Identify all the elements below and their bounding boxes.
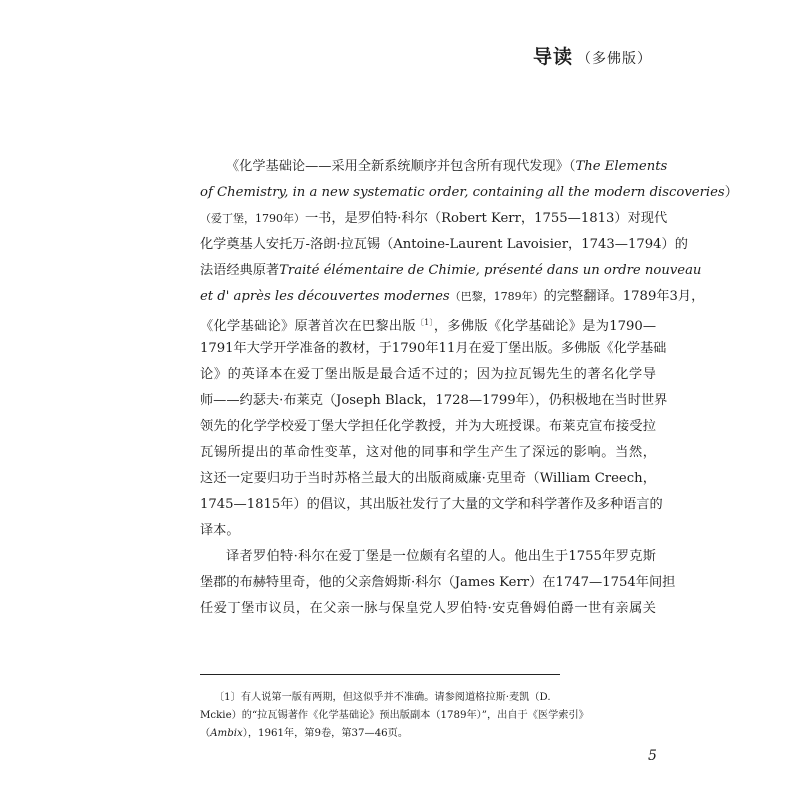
line-text: 领先的化学学校爱丁堡大学担任化学教授，并为大班授课。布莱克宣布接受拉 (200, 419, 656, 434)
french-title: Traité élémentaire de Chimie, présenté dans un ordre nouveau (279, 263, 702, 278)
paragraph-line (200, 232, 688, 258)
publication-note: （爱丁堡，1790年） (200, 212, 305, 225)
paragraph-line (200, 388, 668, 414)
body-text (200, 154, 738, 622)
page-number: 5 (648, 748, 657, 764)
footnote-divider (200, 674, 560, 675)
edition-label: （多佛版） (577, 51, 652, 67)
footnote-line (200, 689, 656, 707)
line-text: 1791年大学开学准备的教材，于1790年11月在爱丁堡出版。多佛版《化学基础 (200, 341, 667, 356)
paragraph-line (200, 492, 663, 518)
paragraph-line (200, 284, 705, 310)
paragraph-line (200, 336, 667, 362)
line-text: 法语经典原著 (200, 263, 280, 278)
line-text: ，多佛版《化学基础论》是为1790— (433, 319, 657, 334)
line-text: 堡郡的布赫特里奇，他的父亲詹姆斯·科尔（James Kerr）在1747—1754年间担 (200, 575, 676, 590)
line-text: 译本。 (200, 523, 240, 538)
publication-note: （巴黎，1789年） (449, 290, 544, 303)
paragraph-line (200, 414, 656, 440)
line-text: 任爱丁堡市议员，在父亲一脉与保皇党人罗伯特·安克鲁姆伯爵一世有亲属关 (200, 601, 656, 616)
footnote-text: （ (200, 728, 211, 739)
footnote (200, 689, 656, 743)
footnote-text: Mckie）的“拉瓦锡著作《化学基础论》预出版副本（1789年）”，出自于《医学索引》 (200, 710, 589, 721)
paragraph-line (200, 596, 656, 622)
line-text: 一书，是罗伯特·科尔（Robert Kerr，1755—1813）对现代 (305, 211, 668, 226)
line-text: ） (724, 185, 738, 200)
footnote-line (200, 725, 656, 743)
chapter-title: 导读 (532, 46, 573, 68)
running-head (533, 42, 652, 69)
paragraph-line (200, 154, 668, 180)
line-text: 的完整翻译。1789年3月， (543, 289, 705, 304)
line-text: 《化学基础论——采用全新系统顺序并包含所有现代发现》（ (226, 159, 576, 174)
footnote-text: 〔1〕有人说第一版有两期，但这似乎并不准确。请参阅道格拉斯·麦凯（D. (214, 692, 551, 703)
line-text: 这还一定要归功于当时苏格兰最大的出版商威廉·克里奇（William Creech， (200, 471, 656, 486)
english-title: The Elements (575, 159, 668, 174)
paragraph-line (200, 518, 656, 544)
paragraph-line (200, 362, 656, 388)
line-text: 1745—1815年）的倡议，其出版社发行了大量的文学和科学著作及多种语言的 (200, 497, 663, 512)
line-text: 化学奠基人安托万-洛朗·拉瓦锡（Antoine-Laurent Lavoisier，1743—1794）的 (200, 237, 688, 252)
paragraph-line (200, 180, 738, 206)
english-title: of Chemistry, in a new systematic order, containing all the modern discoveries (200, 185, 725, 200)
paragraph-line (200, 206, 668, 232)
line-text: 《化学基础论》原著首次在巴黎出版 (200, 319, 416, 334)
paragraph-line (200, 310, 656, 336)
line-text: 师——约瑟夫·布莱克（Joseph Black，1728—1799年），仍积极地在当时世界 (200, 393, 668, 408)
french-title: et d' après les découvertes modernes (200, 289, 450, 304)
paragraph-line (200, 440, 656, 466)
line-text: 论》的英译本在爱丁堡出版是最合适不过的；因为拉瓦锡先生的著名化学导 (200, 367, 656, 382)
footnote-text: ），1961年，第9卷，第37—46页。 (242, 728, 409, 739)
journal-title: Ambix (210, 728, 243, 739)
paragraph-line (200, 544, 656, 570)
footnote-line (200, 707, 656, 725)
paragraph-line (200, 570, 676, 596)
paragraph-line (200, 466, 656, 492)
line-text: 译者罗伯特·科尔在爱丁堡是一位颇有名望的人。他出生于1755年罗克斯 (226, 549, 656, 564)
paragraph-line (200, 258, 702, 284)
footnote-marker: 〔1〕 (415, 318, 434, 327)
line-text: 瓦锡所提出的革命性变革，这对他的同事和学生产生了深远的影响。当然， (200, 445, 656, 460)
